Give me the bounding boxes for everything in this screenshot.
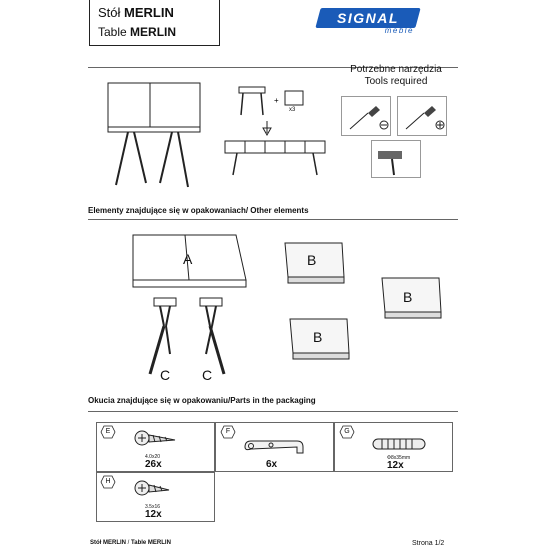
hammer-tool <box>371 140 421 178</box>
fitting-cell-h <box>96 472 215 522</box>
assembly-preview-illustration <box>225 83 335 183</box>
brand-logo <box>318 8 418 40</box>
brand-name: SIGNAL <box>337 10 399 26</box>
divider <box>88 411 458 412</box>
fitting-badge-g: G <box>340 426 354 438</box>
part-label-b: B <box>307 252 317 268</box>
footer-doc-title: Stół MERLIN / Table MERLIN <box>90 540 171 546</box>
part-label-b: B <box>403 289 413 305</box>
divider <box>88 219 458 220</box>
fittings-section-title: Okucia znajdujące się w opakowaniu/Parts in the packaging <box>88 396 316 405</box>
title-box <box>89 0 220 46</box>
flat-screwdriver-tool <box>341 96 391 136</box>
brand-sub: meble <box>384 26 414 35</box>
page-number: Strona 1/2 <box>412 540 445 547</box>
fitting-cell-g <box>334 422 453 472</box>
fitting-badge-h: H <box>101 476 115 488</box>
part-label-c: C <box>202 367 213 383</box>
part-label-c: C <box>160 367 171 383</box>
assembled-table-illustration <box>100 75 220 200</box>
fitting-cell-e <box>96 422 215 472</box>
fitting-dimension: 4.0x20 <box>145 454 161 460</box>
flat-screwdriver-icon <box>342 97 392 137</box>
fitting-quantity: 6x <box>266 459 278 470</box>
connector-bracket-icon <box>241 435 311 457</box>
fitting-quantity: 12x <box>387 460 404 471</box>
phillips-screwdriver-tool <box>397 96 447 136</box>
wood-screw-icon <box>133 428 183 454</box>
title-pl: Stół MERLIN <box>98 5 174 20</box>
wooden-dowel-icon <box>370 436 430 454</box>
title-en: Table MERLIN <box>98 25 177 39</box>
fitting-badge-f: F <box>221 426 235 438</box>
hammer-icon <box>372 141 422 179</box>
leg-part-c <box>190 294 235 394</box>
fitting-badge-e: E <box>101 426 115 438</box>
fitting-dimension: 3.5x16 <box>145 504 161 510</box>
board-count: x3 <box>289 107 296 113</box>
part-label-a: A <box>183 251 193 267</box>
svg-text:+: + <box>274 96 279 105</box>
tools-title: Potrzebne narzędzia Tools required <box>350 64 442 87</box>
fitting-cell-f <box>215 422 334 472</box>
part-label-b: B <box>313 329 323 345</box>
short-screw-icon <box>133 478 183 504</box>
fitting-dimension: Φ8x35mm <box>387 455 411 461</box>
fitting-quantity: 26x <box>145 459 162 470</box>
fitting-quantity: 12x <box>145 509 162 520</box>
phillips-screwdriver-icon <box>398 97 448 137</box>
elements-section-title: Elementy znajdujące się w opakowaniach/ Other elements <box>88 206 309 215</box>
